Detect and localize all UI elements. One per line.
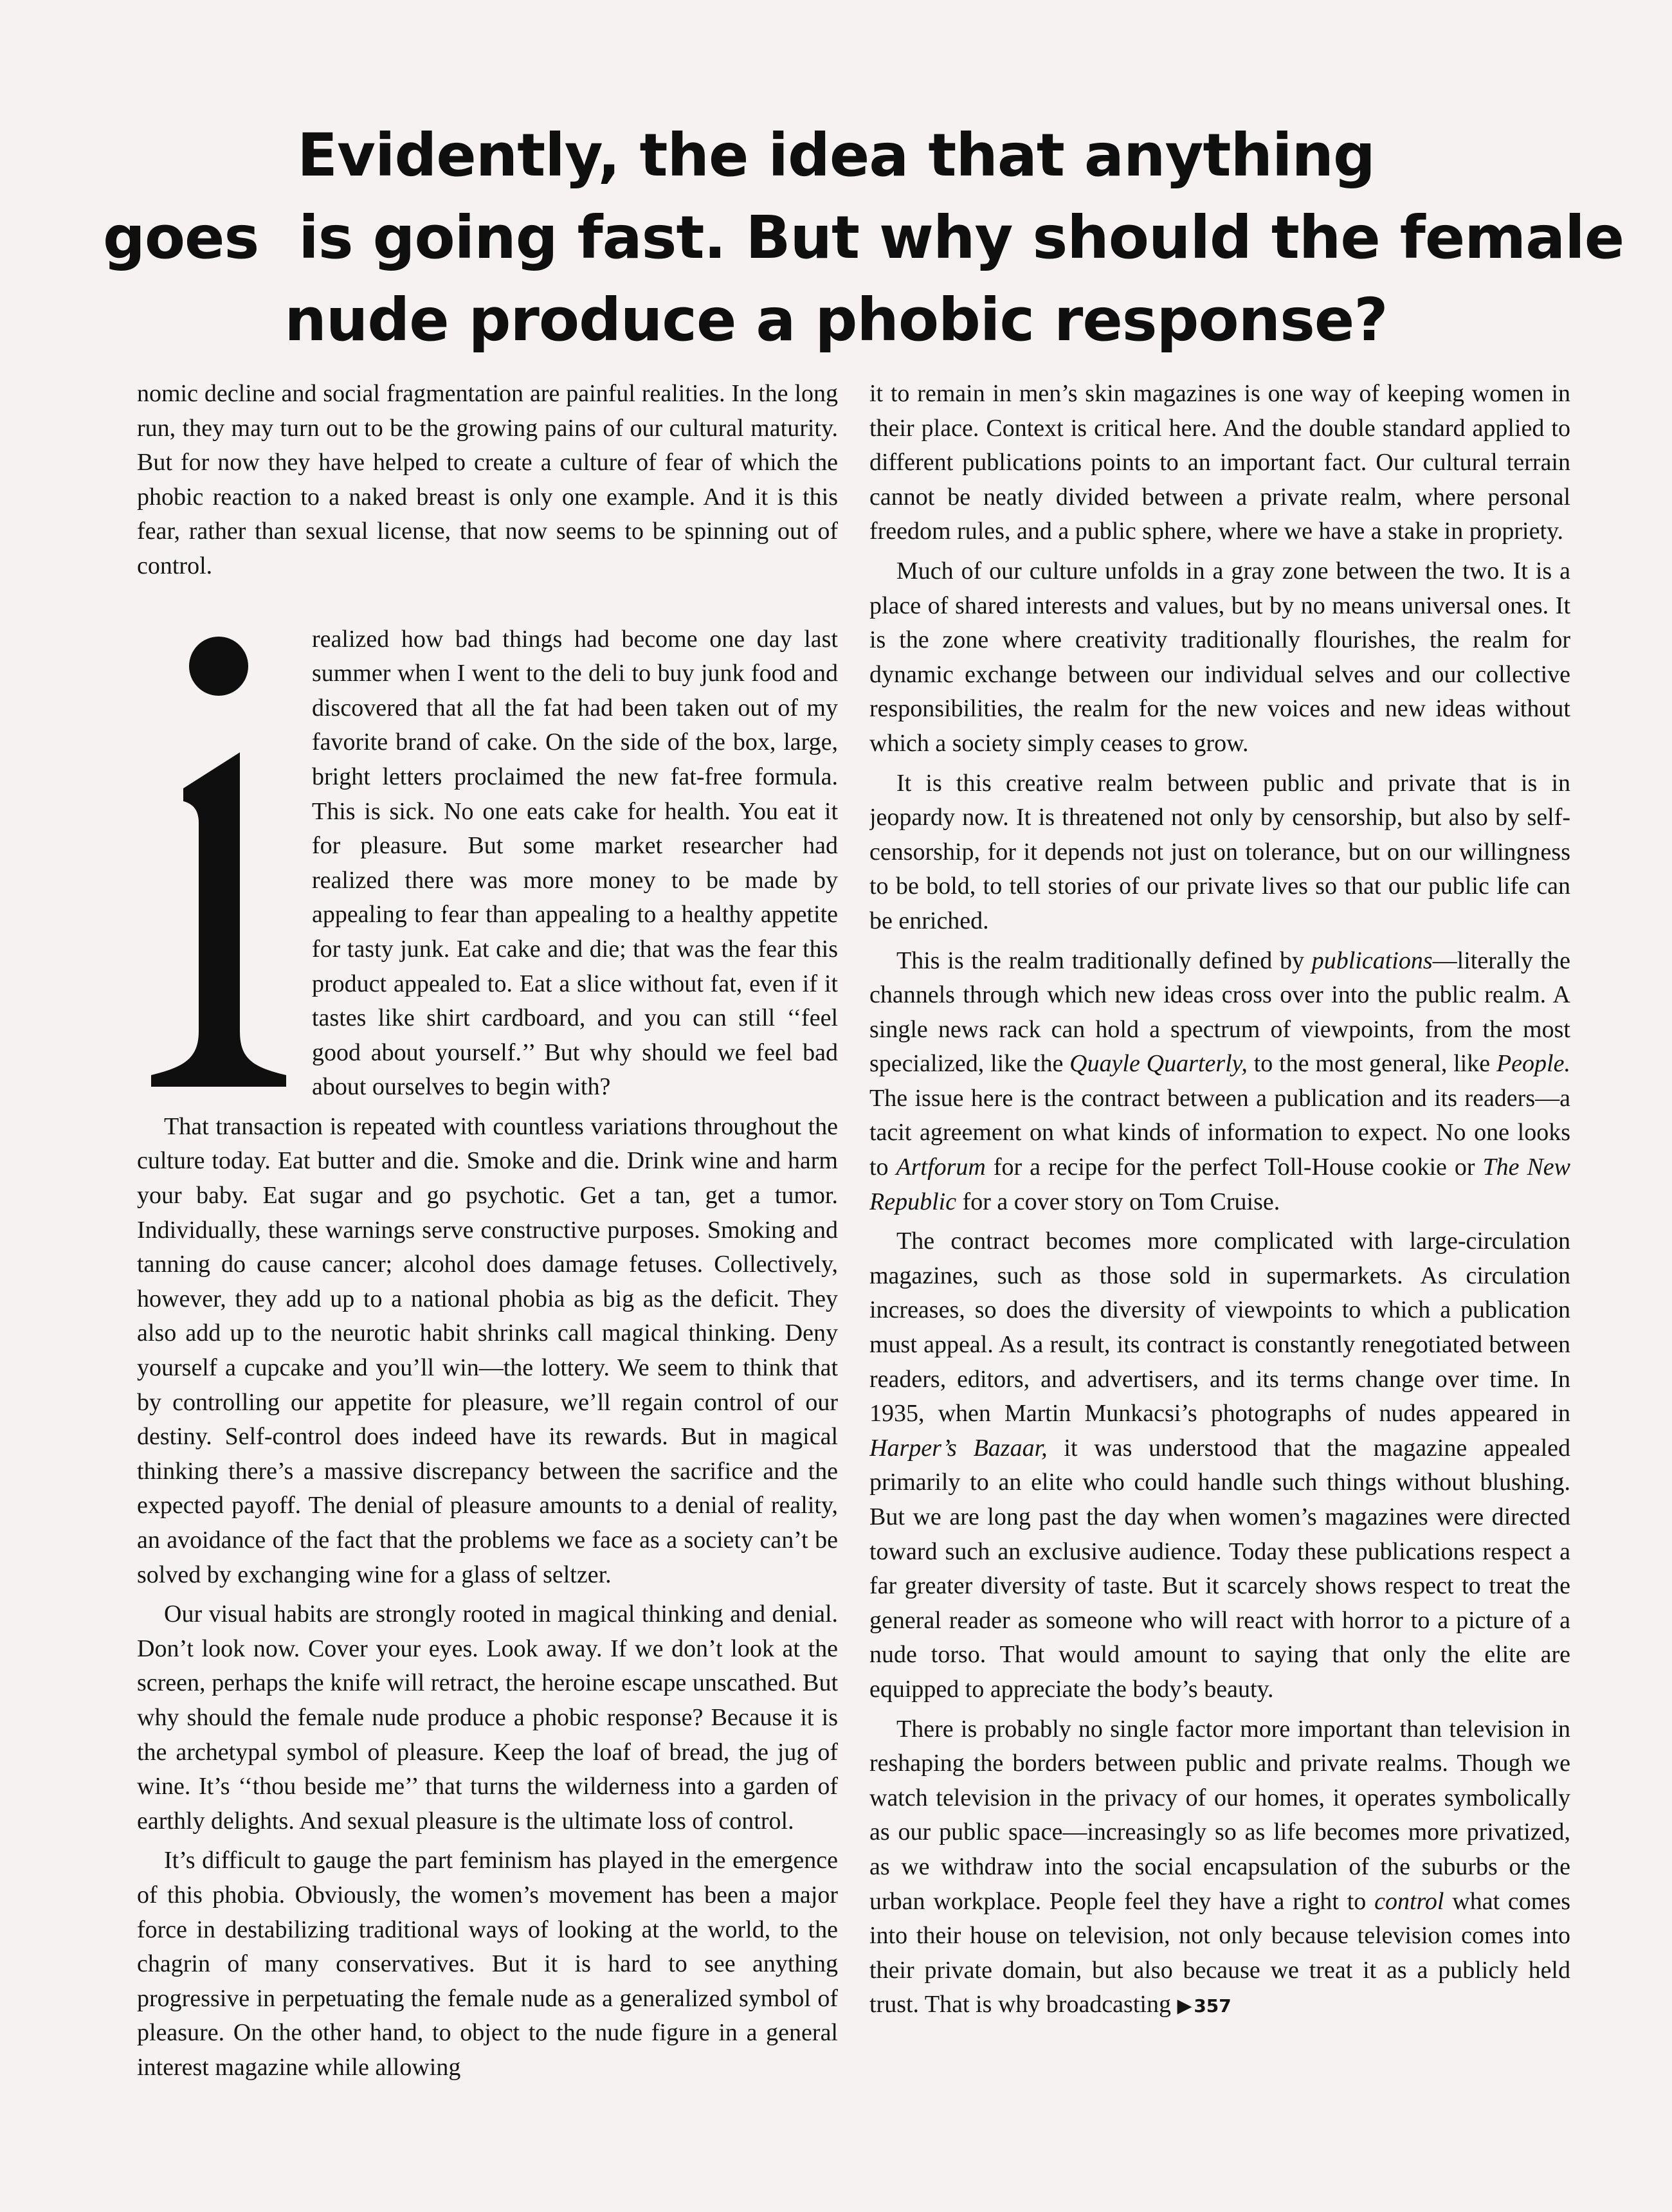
headline-line-1: Evidently, the idea that anything	[297, 121, 1375, 190]
text-run: The contract becomes more complicated with large-circulation magazines, such as those sold in supermarkets. As circulation increases, so does the diversity of viewpoints to which a publication must appeal. As a result, its contract is constantly renegotiated between readers, editors, and advertisers, and its terms change over time. In 1935, when Martin Munkacsi’s photographs of nudes appeared in	[869, 1228, 1570, 1428]
left-paragraph-1: nomic decline and social fragmentation are painful realities. In the long run, they may turn out to be the growing pains of our cultural maturity. But for now they have helped to create a culture of fear of which the phobic reaction to a naked breast is only one example. And it is this fear, rather than sexual license, that now seems to be spinning out of control.	[137, 380, 838, 579]
play-arrow-icon: ▶	[1177, 1995, 1192, 2018]
right-paragraph-5	[869, 1224, 1570, 1707]
left-column	[137, 377, 838, 2139]
text-run: what comes into their house on television, not only because television comes into their private domain, but also because we treat it as a publicly held trust. That is why broadcasting	[869, 1887, 1570, 2018]
text-run: for a recipe for the perfect Toll-House cookie or	[985, 1154, 1483, 1181]
right-paragraph-1: it to remain in men’s skin magazines is one way of keeping women in their place. Context is critical here. And the double standard applied to different publications points to an important fact. Our cultural terrain cannot be neatly divided between a private realm, where personal freedom rules, and a public sphere, where we have a stake in propriety.	[869, 380, 1570, 545]
right-paragraph-3: It is this creative realm between public and private that is in jeopardy now. It is threatened not only by censorship, but also by self-censorship, for it depends not just on tolerance, but on our willingness to be bold, to tell stories of our private lives so that our public life can be enriched.	[869, 769, 1570, 934]
italic-title-new-republic: The New Republic	[869, 1154, 1570, 1215]
right-paragraph-2: Much of our culture unfolds in a gray zone between the two. It is a place of shared interests and values, but by no means universal ones. It is the zone where creativity traditionally flourishes, the realm for dynamic exchange between our individual selves and our collective responsibilities, the realm for the new voices and new ideas without which a society simply ceases to grow.	[869, 557, 1570, 757]
left-paragraph-5: It’s difficult to gauge the part feminism has played in the emergence of this phobia. Obviously, the women’s movement has been a major force in destabilizing traditional ways of looking at the world, to the chagrin of many conservatives. But it is hard to see anything progressive in perpetuating the female nude as a generalized symbol of pleasure. On the other hand, to object to the nude figure in a general interest magazine while allowing	[137, 1847, 838, 2081]
italic-title-quayle-quarterly: Quayle Quarterly,	[1069, 1050, 1248, 1078]
text-run: for a cover story on Tom Cruise.	[956, 1188, 1280, 1215]
right-paragraph-4	[869, 944, 1570, 1220]
italic-title-artforum: Artforum	[896, 1154, 986, 1181]
right-column	[869, 377, 1570, 2139]
left-paragraph-2: realized how bad things had become one day last summer when I went to the deli to buy junk food and discovered that all the fat had been taken out of my favorite brand of cake. On the side of the box, large, bright letters proclaimed the new fat-free formula. This is sick. No one eats cake for health. You eat it for pleasure. But some market researcher had realized there was more money to be made by appealing to fear than appealing to a healthy appetite for tasty junk. Eat cake and die; that was the fear this product appealed to. Eat a slice without fat, even if it tastes like shirt cardboard, and you can still ‘‘feel good about yourself.’’ But why should we feel bad about ourselves to begin with?	[312, 625, 838, 1101]
text-run: it was understood that the magazine appealed primarily to an elite who could handle such things without blushing. But we are long past the day when women’s magazines were directed toward such an exclusive audience. Today these publications respect a far greater diversity of taste. But it scarcely shows respect to treat the general reader as someone who will react with horror to a picture of a nude torso. That would amount to saying that only the elite are equipped to appreciate the body’s beauty.	[869, 1434, 1570, 1703]
headline	[103, 114, 1624, 361]
text-run: to the most general, like	[1247, 1050, 1496, 1078]
headline-line-3: nude produce a phobic response?	[284, 286, 1388, 354]
headline-line-2: goes is going fast. But why should the female	[103, 203, 1624, 272]
italic-title-publications: publications	[1311, 947, 1433, 974]
text-run: The issue here is the contract between a publication and its readers—a tacit agreement on what kinds of information to expect. No one looks to	[869, 1084, 1570, 1181]
italic-word-control: control	[1374, 1887, 1444, 1915]
italic-title-harpers-bazaar: Harper’s Bazaar,	[869, 1434, 1048, 1462]
text-run: This is the realm traditionally defined by	[896, 947, 1312, 974]
continued-page-link[interactable]	[1177, 1995, 1231, 2017]
dropcap-i	[145, 635, 293, 1094]
left-paragraph-3: That transaction is repeated with countless variations throughout the culture today. Eat butter and die. Smoke and die. Drink wine and harm your baby. Eat sugar and go psychotic. Get a tan, get a tumor. Individually, these warnings serve constructive purposes. Smoking and tanning do cause cancer; alcohol does damage fetuses. Collectively, however, they add up to a national phobia as big as the deficit. They also add up to the neurotic habit shrinks call magical thinking. Deny yourself a cupcake and you’ll win—the lottery. We seem to think that by controlling our appetite for pleasure, we’ll regain control of our destiny. Self-control does indeed have its rewards. But in magical thinking there’s a massive discrepancy between the sacrifice and the expected payoff. The denial of pleasure amounts to a denial of reality, an avoidance of the fact that the problems we face as a society can’t be solved by exchanging wine for a glass of seltzer.	[137, 1112, 838, 1588]
text-run: —literally the channels through which new ideas cross over into the public realm. A single news rack can hold a spectrum of viewpoints, from the most specialized, like the	[869, 947, 1570, 1078]
continued-page-number: 357	[1194, 1995, 1231, 2017]
right-paragraph-6	[869, 1712, 1570, 2024]
left-paragraph-4: Our visual habits are strongly rooted in magical thinking and denial. Don’t look now. Cover your eyes. Look away. If we don’t look at the screen, perhaps the knife will retract, the heroine escape unscathed. But why should the female nude produce a phobic response? Because it is the archetypal symbol of pleasure. Keep the loaf of bread, the jug of wine. It’s ‘‘thou beside me’’ that turns the wilderness into a garden of earthly delights. And sexual pleasure is the ultimate loss of control.	[137, 1600, 838, 1835]
text-run: There is probably no single factor more important than television in reshaping the borders between public and private realms. Though we watch television in the privacy of our homes, it operates symbolically as our public space—increasingly so as life becomes more privatized, as we withdraw into the social encapsulation of the suburbs or the urban workplace. People feel they have a right to	[869, 1715, 1570, 1915]
italic-title-people: People.	[1496, 1050, 1570, 1078]
